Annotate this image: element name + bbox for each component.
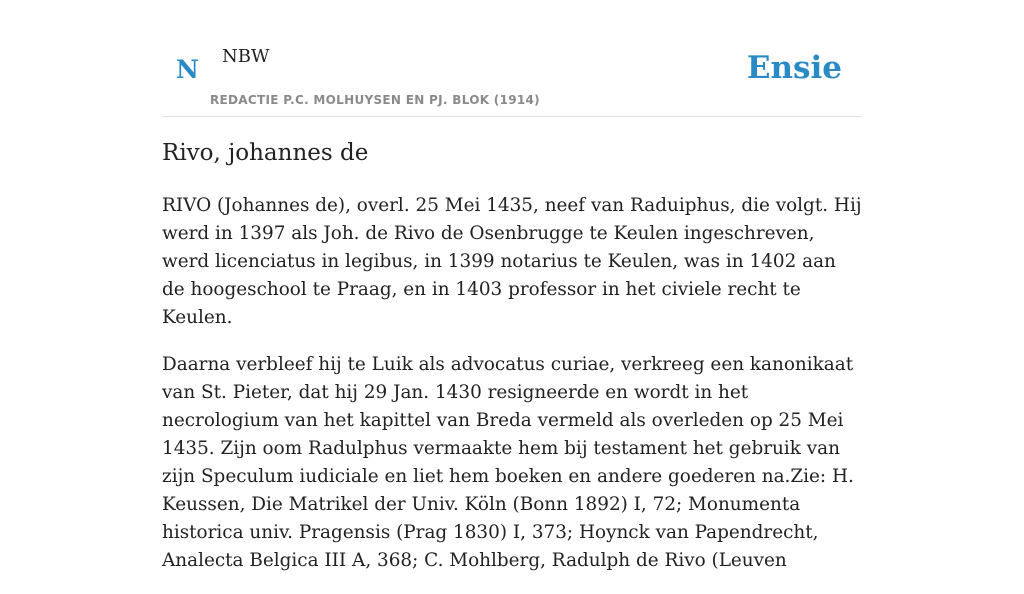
article-body: [162, 192, 864, 594]
header: [162, 0, 862, 117]
article-title: Rivo, johannes de: [162, 140, 369, 166]
article-paragraph: RIVO (Johannes de), overl. 25 Mei 1435, neef van Raduiphus, die volgt. Hij werd in 1397 als Joh. de Rivo de Osenbrugge te Keulen ingeschreven, werd licenciatus in legibus, in 1399 notarius te Keulen, was in 1402 aan de hoogeschool te Praag, en in 1403 professor in het civiele recht te Keulen.: [162, 195, 862, 328]
brand-logo-link[interactable]: Ensie: [746, 50, 842, 86]
source-name[interactable]: NBW: [222, 46, 270, 67]
source-subtitle: REDACTIE P.C. MOLHUYSEN EN PJ. BLOK (1914): [210, 93, 540, 107]
source-logo-icon[interactable]: N: [176, 55, 199, 84]
article-paragraph: Daarna verbleef hij te Luik als advocatus curiae, verkreeg een kanonikaat van St. Pieter, dat hij 29 Jan. 1430 resigneerde en wordt in het necrologium van het kapittel van Breda vermeld als overleden op 25 Mei 1435. Zijn oom Radulphus vermaakte hem bij testament het gebruik van zijn Speculum iudiciale en liet hem boeken en andere goederen na.Zie: H. Keussen, Die Matrikel der Univ. Köln (Bonn 1892) I, 72; Monumenta historica univ. Pragensis (Prag 1830) I, 373; Hoynck van Papendrecht, Analecta Belgica III A, 368; C. Mohlberg, Radulph de Rivo (Leuven: [162, 354, 854, 571]
